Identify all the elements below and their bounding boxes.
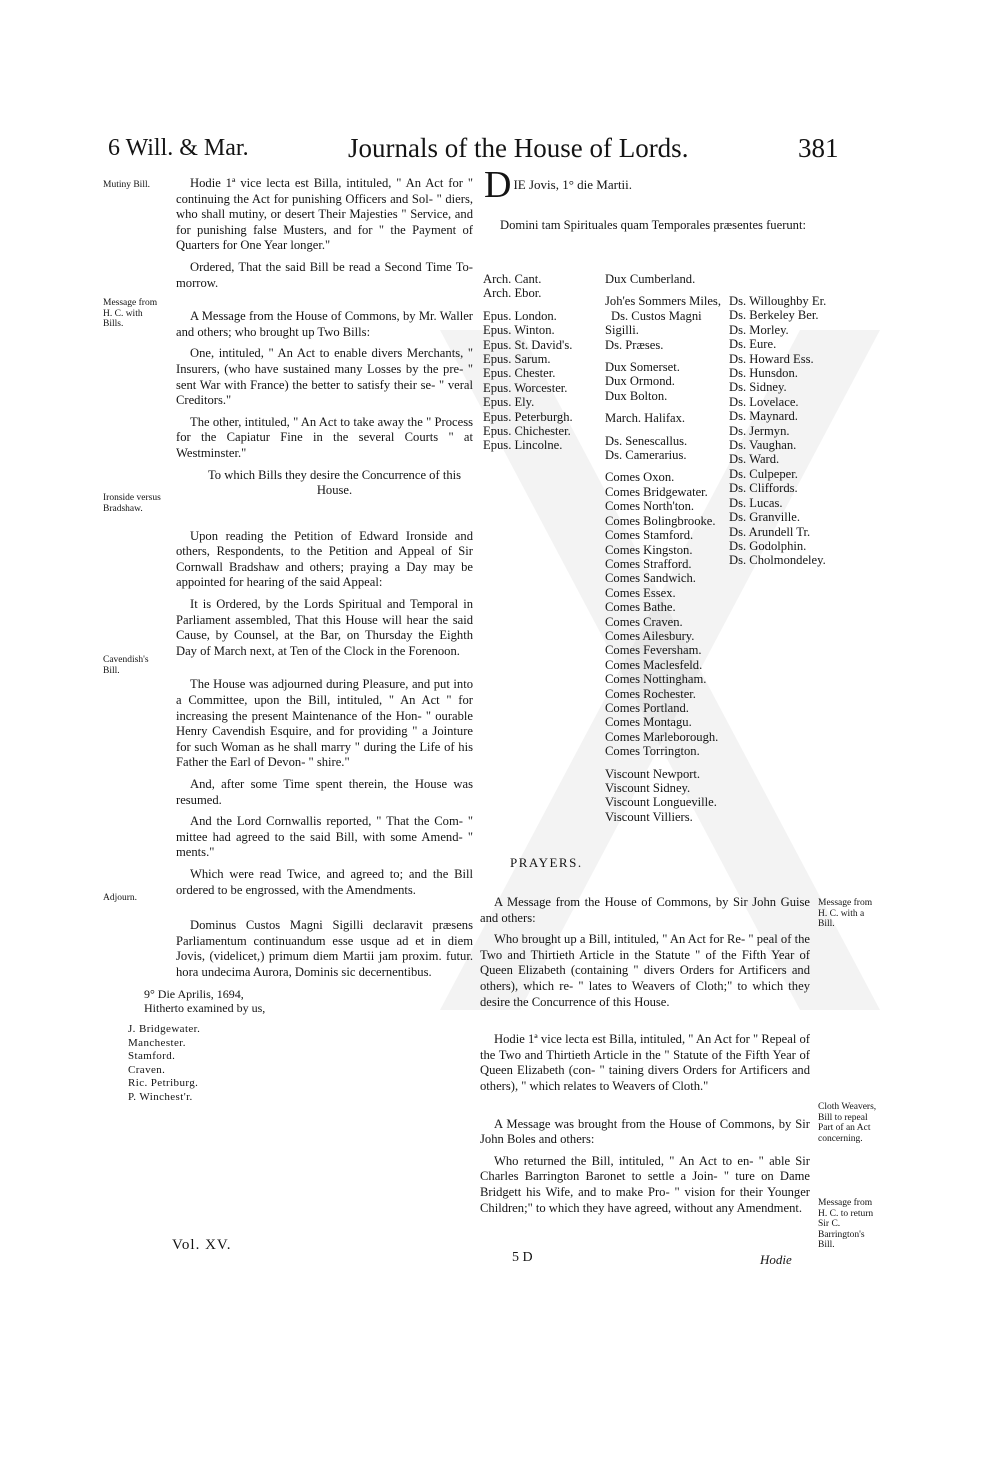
lord-entry: Epus. Chester.: [483, 366, 556, 381]
examined-label: Hitherto examined by us,: [144, 1001, 266, 1015]
lord-entry-gap: [605, 403, 730, 411]
volume-label: Vol. XV.: [172, 1237, 232, 1253]
examiner-name: Stamford.: [128, 1050, 176, 1063]
paragraph-concurrence: To which Bills they desire the Concurrence of this House.: [207, 467, 462, 498]
lord-entry: Dux Cumberland.: [605, 272, 696, 286]
lord-entry: Ds. Arundell Tr.: [729, 524, 811, 539]
lord-entry: Ds. Cholmondeley.: [729, 553, 826, 568]
lord-entry: Ds. Vaughan.: [729, 438, 797, 453]
paragraph-adjournment: Dominus Custos Magni Sigilli declaravit præsens Parliamentum continuandum esse usque ad et in diem Jovis, (videlicet,) primum diem Martii jam proxim. futur. hora undecima Aurora, Dominis sic decernentibus.: [176, 918, 473, 979]
paragraph-cavendish-committee: The House was adjourned during Pleasure, and put into a Committee, upon the Bill, intituled, " An Act " for increasing the present Maintenance of the Hon- " ourable Henry Cavendish Esquire, and for providing " a Jointure for such Woman as he shall marry " during the Life of his Father the Earl of Devon- " shire.": [176, 677, 473, 770]
lord-entry: Dux Bolton.: [605, 388, 668, 403]
right-column-text: [480, 895, 810, 1222]
lord-entry: Ds. Ward.: [729, 452, 780, 467]
margin-note-barrington: Message from H. C. to return Sir C. Barrington's Bill.: [818, 1198, 874, 1250]
paragraph-message-boles: A Message was brought from the House of Commons, by Sir John Boles and others:: [480, 1116, 810, 1147]
margin-note-adjourn: Adjourn.: [103, 893, 138, 903]
lord-entry: March. Halifax.: [605, 411, 686, 426]
lord-entry-gap: [605, 286, 730, 294]
lord-entry: Ds. Cliffords.: [729, 481, 798, 496]
examiner-name: Manchester.: [128, 1036, 186, 1049]
examiner-name: P. Winchest'r.: [128, 1090, 193, 1103]
lord-entry: Ds. Godolphin.: [729, 538, 807, 553]
lord-entry: Comes Oxon.: [605, 470, 675, 485]
printer-signature: 5 D: [512, 1250, 533, 1265]
lord-entry: Ds. Maynard.: [729, 409, 798, 424]
header-regnal-year: 6 Will. & Mar.: [108, 135, 249, 161]
lord-entry: Ds. Camerarius.: [605, 448, 687, 463]
lord-entry: Ds. Berkeley Ber.: [729, 308, 819, 323]
lord-entry: Arch. Cant.: [483, 272, 542, 286]
paragraph-cornwallis-report: And the Lord Cornwallis reported, " That the Com- " mittee had agreed to the said Bill, with some Amend- " ments.": [176, 814, 473, 860]
domini-present-line: Domini tam Spirituales quam Temporales præsentes fuerunt:: [500, 218, 806, 232]
paragraph-message-guise: A Message from the House of Commons, by Sir John Guise and others:: [480, 895, 810, 925]
lord-entry-gap: [605, 426, 730, 434]
lord-entry: Ds. Sidney.: [729, 380, 787, 395]
lord-entry: Comes Portland.: [605, 700, 689, 715]
lord-entry: Comes Bridgewater.: [605, 484, 708, 499]
lords-list-temporal: [605, 272, 730, 824]
lord-entry: Comes Nottingham.: [605, 672, 707, 687]
lord-entry: Comes Maclesfeld.: [605, 657, 703, 672]
examiner-name: J. Bridgewater.: [128, 1023, 201, 1035]
lord-entry: Comes Rochester.: [605, 686, 696, 701]
lord-entry: Epus. Winton.: [483, 323, 555, 338]
lord-entry: Comes Torrington.: [605, 744, 700, 759]
paragraph-message-waller: A Message from the House of Commons, by Mr. Waller and others; who brought up Two Bills:: [176, 309, 473, 339]
prayers-heading: PRAYERS.: [510, 855, 583, 870]
catchword: Hodie: [760, 1252, 792, 1267]
lord-entry: Ds. Custos Magni: [611, 308, 702, 323]
lord-entry: Viscount Newport.: [605, 766, 701, 781]
lord-entry: Epus. London.: [483, 308, 557, 323]
paragraph-first-reading-weavers: Hodie 1ª vice lecta est Billa, intituled, " An Act for " Repeal of the Two and Thirtieth Article in the " Statute of the Fifth Year of Queen Elizabeth (con- " taining divers Orders for Artificers and others), " which relates to Weavers of Cloth.": [480, 1032, 810, 1093]
sitting-date: IE Jovis, 1° die Martii.: [513, 177, 633, 192]
lord-entry: Comes Strafford.: [605, 556, 692, 571]
lord-entry: Epus. Worcester.: [483, 380, 568, 395]
header-journal-title: Journals of the House of Lords.: [348, 133, 689, 163]
lord-entry: Comes Sandwich.: [605, 571, 696, 586]
paragraph-amendments-agreed: Which were read Twice, and agreed to; and the Bill ordered to be engrossed, with the Amendments.: [176, 866, 473, 897]
sitting-heading: [484, 164, 814, 206]
lord-entry-gap: [483, 301, 593, 309]
paragraph-merchants-bill: One, intituled, " An Act to enable divers Merchants, " Insurers, (who have sustained many Losses by the pre- " sent War with France) the better to satisfy their se- " veral Creditors.": [176, 346, 473, 408]
margin-note-mutiny: Mutiny Bill.: [103, 180, 150, 190]
examiner-names: [128, 1023, 348, 1105]
examiner-name: Craven.: [128, 1063, 166, 1076]
lord-entry-gap: [605, 352, 730, 360]
paragraph-weavers-bill: Who brought up a Bill, intituled, " An Act for Re- " peal of the Two and Thirtieth Article in the Statute " of the Fifth Year of Queen Elizabeth (containing " divers Orders for Artificers and others), which re- " lates to Weavers of Cloth;" to which they desire the Concurrence of this House.: [480, 932, 810, 1009]
lord-entry: Epus. Sarum.: [483, 352, 551, 367]
lord-entry: Epus. Lincolne.: [483, 438, 563, 453]
dropcap: D: [484, 164, 512, 206]
examiner-name: Ric. Petriburg.: [128, 1077, 199, 1090]
lord-entry: Dux Ormond.: [605, 374, 675, 389]
paragraph-ordered-second-reading: Ordered, That the said Bill be read a Second Time To-morrow.: [176, 259, 473, 290]
lord-entry: Epus. Peterburgh.: [483, 409, 573, 424]
lords-list-spiritual: [483, 272, 593, 453]
lord-entry: Comes Bolingbrooke.: [605, 513, 716, 528]
paragraph-mutiny-bill: Hodie 1ª vice lecta est Billa, intituled, " An Act for " continuing the Act for punishing Officers and Sol- " diers, who shall mutiny, or desert Their Majesties " Service, and for punishing false Musters, and for " the Payment of Quarters for One Year longer.": [176, 176, 473, 253]
lord-entry-gap: [605, 759, 730, 767]
examined-date: 9° Die Aprilis, 1694,: [144, 987, 244, 1001]
lord-entry: Comes Bathe.: [605, 600, 676, 615]
lord-entry: Ds. Hunsdon.: [729, 366, 798, 381]
lord-entry: Ds. Senescallus.: [605, 433, 688, 448]
margin-note-ironside: Ironside versus Bradshaw.: [103, 493, 161, 514]
lord-entry: Viscount Longueville.: [605, 795, 717, 810]
lord-entry: Ds. Lovelace.: [729, 394, 799, 409]
lord-entry: Ds. Howard Ess.: [729, 351, 814, 366]
margin-note-message: Message from H. C. with Bills.: [103, 298, 158, 329]
lord-entry: Viscount Villiers.: [605, 809, 693, 824]
lord-entry: Ds. Morley.: [729, 322, 789, 337]
lord-entry: Comes Stamford.: [605, 528, 694, 543]
lord-entry: Comes Essex.: [605, 585, 676, 600]
paragraph-barrington-bill: Who returned the Bill, intituled, " An Act to en- " able Sir Charles Barrington Baronet to settle a Join- " ture on Dame Bridgett his Wife, and to make Pro- " vision for their Younger Children;" to which they have agreed, without any Amendment.: [480, 1153, 810, 1215]
paragraph-ironside-petition: Upon reading the Petition of Edward Ironside and others, Respondents, to the Petition and Appeal of Sir Cornwall Bradshaw and others; praying a Day may be appointed for hearing of the said Appeal:: [176, 528, 473, 590]
lords-list-barons: [729, 294, 849, 568]
paragraph-house-resumed: And, after some Time spent therein, the House was resumed.: [176, 777, 473, 807]
margin-note-cloth-weavers: Cloth Weavers, Bill to repeal Part of an Act concerning.: [818, 1102, 877, 1144]
lord-entry: Comes Marleborough.: [605, 729, 719, 744]
lord-entry: Comes Montagu.: [605, 715, 692, 730]
lord-entry: Viscount Sidney.: [605, 781, 691, 795]
lord-entry: Joh'es Sommers Miles,: [605, 294, 721, 309]
paragraph-capiatur-bill: The other, intituled, " An Act to take away the " Process for the Capiatur Fine in the several Courts " at Westminster.": [176, 414, 473, 460]
examined-block: [128, 987, 348, 1105]
lord-entry: Arch. Ebor.: [483, 286, 542, 301]
lord-entry: Ds. Granville.: [729, 510, 800, 525]
lord-entry: Dux Somerset.: [605, 360, 680, 375]
lord-entry: Ds. Lucas.: [729, 495, 783, 510]
lord-entry: Ds. Culpeper.: [729, 466, 798, 481]
lord-entry: Epus. Ely.: [483, 395, 535, 410]
lord-entry: Comes North'ton.: [605, 499, 695, 514]
lord-entry: Ds. Willoughby Er.: [729, 294, 827, 308]
lord-entry: Comes Feversham.: [605, 643, 702, 658]
margin-note-message-guise: Message from H. C. with a Bill.: [818, 898, 873, 929]
margin-note-cavendish: Cavendish's Bill.: [103, 655, 149, 676]
lord-entry: Ds. Præses.: [605, 337, 664, 352]
lord-entry: Ds. Eure.: [729, 337, 777, 352]
lord-entry: Epus. St. David's.: [483, 337, 573, 352]
lord-entry: Ds. Jermyn.: [729, 423, 790, 438]
lord-entry: Comes Kingston.: [605, 542, 693, 557]
lord-entry: Comes Ailesbury.: [605, 628, 695, 643]
paragraph-ordered-hearing: It is Ordered, by the Lords Spiritual and Temporal in Parliament assembled, That this House will hear the said Cause, by Counsel, at the Bar, on Thursday the Eighth Day of March next, at Ten of the Clock in the Forenoon.: [176, 597, 473, 658]
lord-entry: Comes Craven.: [605, 614, 683, 629]
lord-entry: Epus. Chichester.: [483, 424, 571, 439]
lord-entry-gap: [605, 462, 730, 470]
page-number: 381: [798, 133, 839, 163]
lord-entry: Sigilli.: [605, 323, 639, 338]
left-column: [176, 176, 473, 987]
